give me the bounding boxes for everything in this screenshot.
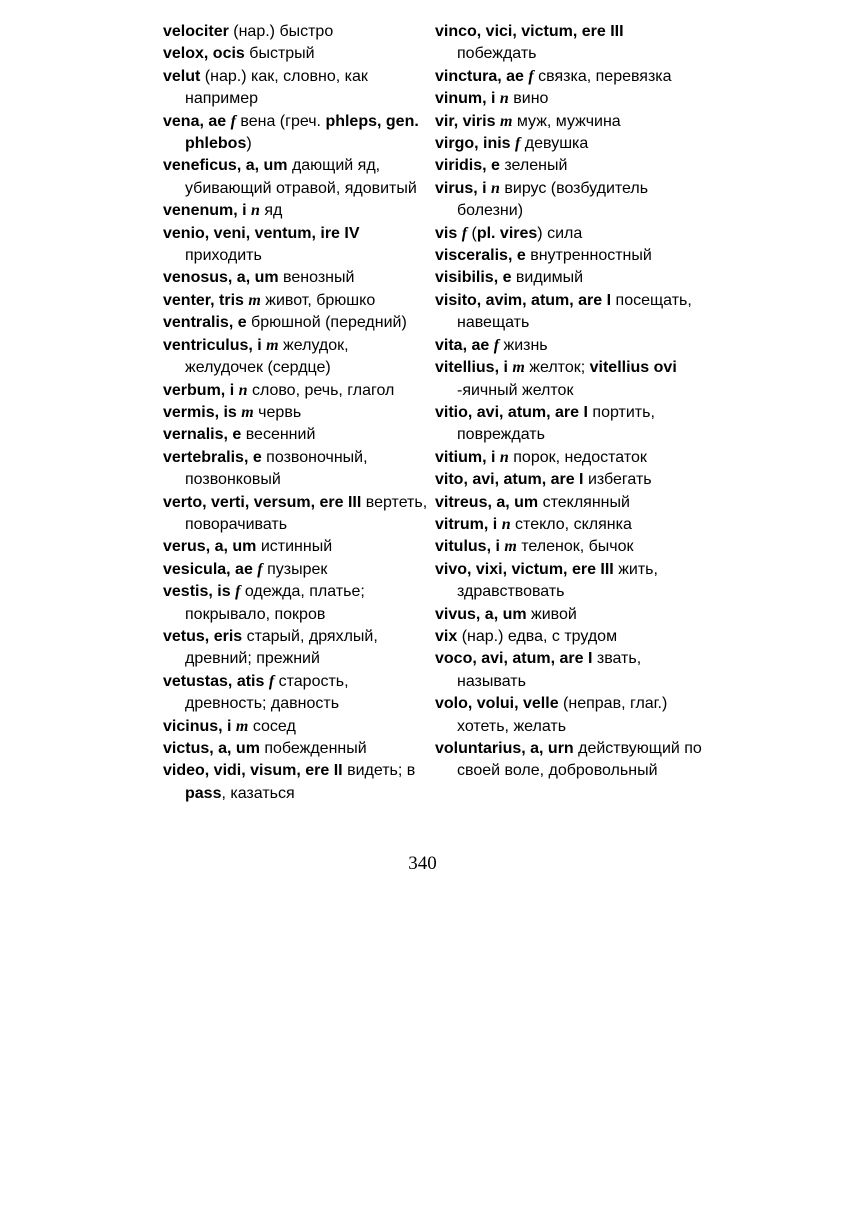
headword: video, vidi, visum, ere II bbox=[163, 762, 343, 780]
dictionary-entry bbox=[163, 626, 431, 671]
headword: vir, viris bbox=[435, 112, 496, 130]
definition: порок, недостаток bbox=[508, 448, 647, 466]
dictionary-entry bbox=[435, 245, 703, 267]
headword: visito, avim, atum, are I bbox=[435, 291, 612, 309]
gender-marker: f bbox=[461, 224, 468, 242]
headword-inline: pass bbox=[185, 784, 222, 802]
headword: vitulus, i bbox=[435, 538, 500, 556]
definition: внутренностный bbox=[525, 247, 652, 265]
dictionary-entry bbox=[163, 380, 431, 402]
definition: видимый bbox=[511, 269, 584, 287]
headword: vestis, is bbox=[163, 583, 231, 601]
definition: побеждать bbox=[457, 45, 537, 63]
headword: verus, a, um bbox=[163, 538, 257, 556]
dictionary-entry bbox=[435, 223, 703, 245]
dictionary-entry bbox=[163, 111, 431, 156]
headword: victus, a, um bbox=[163, 740, 260, 757]
gender-marker: n bbox=[491, 179, 500, 197]
definition: быстрый bbox=[244, 45, 315, 63]
headword: velox, ocis bbox=[163, 45, 245, 63]
dictionary-entry bbox=[163, 155, 431, 200]
headword: viridis, e bbox=[435, 157, 500, 175]
headword: volo, volui, velle bbox=[435, 695, 559, 713]
headword: verbum, i bbox=[163, 381, 235, 399]
headword: vernalis, e bbox=[163, 426, 242, 444]
gender-marker: m bbox=[499, 112, 513, 130]
dictionary-entry bbox=[163, 335, 431, 380]
definition: зеленый bbox=[499, 157, 568, 175]
headword: vivo, vixi, victum, ere III bbox=[435, 560, 614, 578]
definition: пузырек bbox=[262, 560, 328, 578]
headword: voco, avi, atum, are I bbox=[435, 650, 593, 668]
gender-marker: f bbox=[257, 560, 263, 578]
definition: желудок, желудочек (сердце) bbox=[185, 336, 349, 377]
definition: (нар.) быстро bbox=[228, 23, 334, 40]
headword: vivus, a, um bbox=[435, 605, 527, 623]
gender-marker: f bbox=[528, 67, 534, 85]
headword: verto, verti, versum, ere III bbox=[163, 493, 362, 511]
definition: девушка bbox=[520, 135, 589, 153]
dictionary-entry bbox=[163, 760, 431, 805]
headword: vix bbox=[435, 627, 458, 645]
definition: избегать bbox=[583, 471, 652, 489]
dictionary-entry bbox=[163, 492, 431, 537]
headword: vicinus, i bbox=[163, 717, 232, 735]
headword: veneficus, a, um bbox=[163, 157, 288, 175]
definition: видеть; в bbox=[342, 762, 416, 780]
dictionary-entry bbox=[435, 21, 703, 66]
definition: теленок, бычок bbox=[516, 538, 634, 556]
dictionary-entry bbox=[163, 267, 431, 289]
dictionary-entry bbox=[163, 21, 431, 43]
headword: vitrum, i bbox=[435, 515, 498, 533]
headword: velut bbox=[163, 67, 201, 85]
definition: вертеть, поворачивать bbox=[185, 493, 428, 533]
gender-marker: n bbox=[238, 381, 248, 399]
definition: портить, повреждать bbox=[457, 403, 655, 444]
right-column bbox=[435, 21, 703, 783]
headword: vena, ae bbox=[163, 112, 227, 130]
definition: истинный bbox=[256, 538, 333, 556]
definition: вино bbox=[508, 90, 549, 108]
gender-marker: m bbox=[266, 336, 279, 354]
headword-inline: pl. vires bbox=[476, 224, 538, 242]
definition: посещать, навещать bbox=[457, 291, 692, 332]
definition: брюшной (передний) bbox=[246, 314, 407, 332]
dictionary-entry bbox=[163, 559, 431, 581]
definition: вирус (возбудитель болезни) bbox=[457, 179, 649, 220]
dictionary-entry bbox=[163, 402, 431, 424]
headword: visceralis, e bbox=[435, 247, 526, 265]
dictionary-entry bbox=[435, 335, 703, 357]
definition: (нар.) как, словно, как например bbox=[185, 67, 368, 108]
dictionary-entry bbox=[163, 43, 431, 65]
definition: звать, называть bbox=[457, 650, 642, 690]
headword: visibilis, e bbox=[435, 269, 512, 287]
headword: velociter bbox=[163, 23, 229, 40]
dictionary-entry bbox=[435, 88, 703, 110]
dictionary-entry bbox=[163, 200, 431, 222]
dictionary-entry bbox=[163, 290, 431, 312]
definition: стеклянный bbox=[538, 493, 630, 511]
dictionary-entry bbox=[435, 559, 703, 604]
definition: живот, брюшко bbox=[260, 291, 376, 309]
headword: vetus, eris bbox=[163, 627, 243, 645]
headword: venosus, a, um bbox=[163, 269, 279, 287]
dictionary-entry bbox=[435, 693, 703, 738]
headword: venter, tris bbox=[163, 291, 244, 309]
definition: жизнь bbox=[499, 336, 548, 354]
definition: жить, здравствовать bbox=[457, 560, 658, 601]
dictionary-entry bbox=[435, 402, 703, 447]
headword: vinctura, ae bbox=[435, 67, 524, 85]
gender-marker: n bbox=[251, 202, 260, 220]
headword: virgo, inis bbox=[435, 135, 511, 153]
definition: венозный bbox=[278, 269, 355, 287]
dictionary-entry bbox=[435, 626, 703, 648]
headword: vetustas, atis bbox=[163, 672, 265, 690]
definition-cont: -яичный желток bbox=[457, 381, 574, 399]
dictionary-entry bbox=[163, 716, 431, 738]
dictionary-entry bbox=[435, 738, 703, 783]
headword: vita, ae bbox=[435, 336, 490, 354]
definition-cont: ) сила bbox=[537, 224, 583, 242]
dictionary-entry bbox=[435, 66, 703, 88]
dictionary-entry bbox=[163, 536, 431, 558]
definition-cont: , казаться bbox=[221, 784, 295, 802]
dictionary-entry bbox=[435, 469, 703, 491]
headword: ventralis, e bbox=[163, 314, 247, 332]
definition: червь bbox=[253, 403, 302, 421]
definition: одежда, платье; покрывало, покров bbox=[185, 583, 365, 623]
gender-marker: m bbox=[504, 538, 517, 556]
headword: vermis, is bbox=[163, 403, 237, 421]
dictionary-entry bbox=[163, 312, 431, 334]
definition: (неправ, глаг.) хотеть, желать bbox=[457, 695, 668, 735]
headword: vesicula, ae bbox=[163, 560, 253, 578]
definition: связка, перевязка bbox=[533, 67, 672, 85]
headword: vitium, i bbox=[435, 448, 496, 466]
gender-marker: n bbox=[499, 448, 509, 466]
headword: vis bbox=[435, 224, 458, 242]
gender-marker: f bbox=[230, 112, 236, 130]
dictionary-entry bbox=[163, 447, 431, 492]
definition: живой bbox=[526, 605, 577, 623]
headword: ventriculus, i bbox=[163, 336, 262, 354]
dictionary-entry bbox=[435, 267, 703, 289]
headword: vitio, avi, atum, are I bbox=[435, 403, 588, 421]
headword: vinum, i bbox=[435, 90, 496, 108]
definition: ( bbox=[467, 224, 477, 242]
dictionary-entry bbox=[163, 671, 431, 716]
dictionary-entry bbox=[435, 536, 703, 558]
dictionary-entry bbox=[163, 424, 431, 446]
dictionary-entry bbox=[435, 290, 703, 335]
gender-marker: n bbox=[499, 90, 509, 108]
dictionary-entry bbox=[435, 492, 703, 514]
headword: vitellius, i bbox=[435, 359, 508, 377]
definition: сосед bbox=[248, 717, 296, 735]
headword: voluntarius, a, urn bbox=[435, 740, 574, 757]
gender-marker: f bbox=[493, 336, 500, 354]
dictionary-entry bbox=[163, 66, 431, 111]
headword: vitreus, a, um bbox=[435, 493, 539, 511]
definition: весенний bbox=[241, 426, 316, 444]
dictionary-entry bbox=[435, 604, 703, 626]
definition: вена (греч. bbox=[235, 112, 326, 130]
definition: старость, древность; давность bbox=[185, 672, 349, 713]
left-column bbox=[163, 21, 431, 805]
gender-marker: m bbox=[235, 717, 249, 735]
page-number: 340 bbox=[408, 853, 437, 874]
definition: позвоночный, позвонковый bbox=[185, 448, 368, 489]
dictionary-entry bbox=[163, 581, 431, 626]
gender-marker: f bbox=[268, 672, 275, 690]
dictionary-entry bbox=[435, 178, 703, 223]
dictionary-entry bbox=[435, 155, 703, 177]
dictionary-entry bbox=[435, 133, 703, 155]
headword: vertebralis, e bbox=[163, 448, 262, 466]
dictionary-entry bbox=[435, 648, 703, 693]
headword: vinco, vici, victum, ere III bbox=[435, 23, 624, 40]
gender-marker: n bbox=[501, 515, 511, 533]
gender-marker: f bbox=[235, 583, 241, 601]
definition: (нар.) едва, с трудом bbox=[457, 627, 618, 645]
dictionary-entry bbox=[163, 738, 431, 760]
definition: слово, речь, глагол bbox=[247, 381, 395, 399]
gender-marker: m bbox=[241, 403, 254, 421]
definition: побежденный bbox=[259, 740, 367, 757]
definition: старый, дряхлый, древний; прежний bbox=[185, 627, 378, 668]
headword: venio, veni, ventum, ire IV bbox=[163, 224, 360, 242]
dictionary-entry bbox=[435, 357, 703, 402]
dictionary-entry bbox=[435, 447, 703, 469]
headword: vito, avi, atum, are I bbox=[435, 471, 584, 489]
definition: стекло, склянка bbox=[510, 515, 632, 533]
definition: приходить bbox=[185, 247, 262, 265]
headword-inline: phleps, gen. phlebos bbox=[185, 112, 419, 153]
dictionary-entry bbox=[163, 223, 431, 268]
definition: желток; bbox=[524, 359, 590, 377]
headword-inline: vitellius ovi bbox=[589, 359, 677, 377]
definition-cont: ) bbox=[246, 135, 252, 153]
gender-marker: f bbox=[515, 135, 521, 153]
dictionary-entry bbox=[435, 514, 703, 536]
headword: virus, i bbox=[435, 179, 487, 197]
definition: яд bbox=[259, 202, 283, 220]
definition: муж, мужчина bbox=[512, 112, 621, 130]
headword: venenum, i bbox=[163, 202, 247, 220]
dictionary-entry bbox=[435, 111, 703, 133]
definition: действующий по своей воле, добровольный bbox=[457, 740, 702, 780]
gender-marker: m bbox=[248, 291, 261, 309]
definition: дающий яд, убивающий отравой, ядовитый bbox=[185, 157, 417, 197]
gender-marker: m bbox=[512, 359, 525, 377]
